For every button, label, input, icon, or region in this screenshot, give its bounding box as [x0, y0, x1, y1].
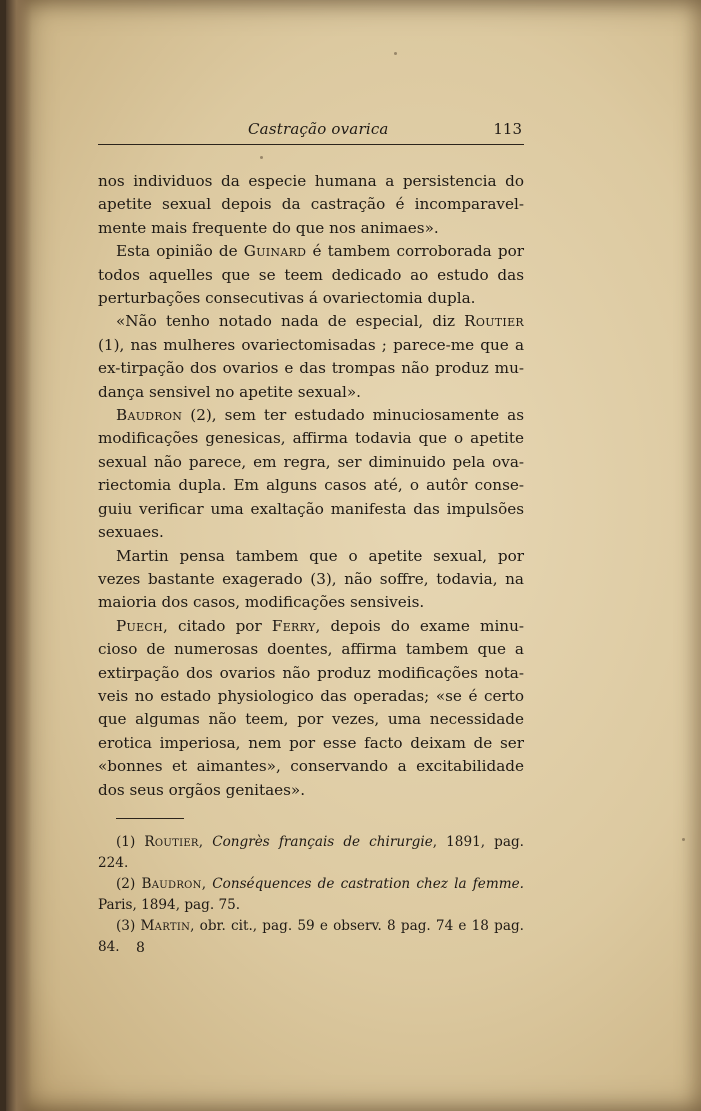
paragraph [98, 310, 524, 404]
footnote-author: Routier [144, 834, 199, 850]
author-name: Puech [116, 616, 164, 635]
footnote-text: , 1891, pag. 224. [98, 834, 524, 871]
paper-speck [260, 156, 263, 159]
footnote-number: (1) [116, 834, 145, 850]
paragraph-text: é tambem corroborada por todos aquelles que se teem dedicado ao estudo das perturbações consecutivas á ovariectomia dupla. [98, 242, 524, 308]
page-number: 113 [493, 120, 522, 138]
author-name: Ferry [271, 616, 316, 635]
footnote-text: , [198, 834, 213, 850]
paragraph [98, 240, 524, 310]
footnote-number: (2) [116, 876, 142, 892]
footnote [98, 916, 524, 958]
running-header [98, 118, 524, 145]
footnote-number: (3) [116, 918, 141, 934]
main-text [98, 170, 524, 802]
footnote-work-title: Congrès français de chirurgie [212, 834, 433, 850]
footnote-author: Baudron [141, 876, 202, 892]
footnote [98, 874, 524, 916]
paragraph-text: «Não tenho notado nada de especial, diz [116, 312, 465, 331]
footnote-text: , [201, 876, 213, 892]
footnote-text: Paris, 1894, pag. 75. [98, 897, 241, 913]
author-name: Guinard [243, 242, 307, 261]
paragraph [98, 404, 524, 544]
paragraph-text: (2), sem ter estudado minuciosamente as modificações genesicas, affirma todavia que o apetite sexual não parece, em regra, ser diminuido pela ova-riectomia dupla. Em alguns casos até, o autôr conse-guiu verificar uma exaltação manifesta das impulsões sexuaes. [98, 406, 524, 542]
paragraph-text: Esta opinião de [116, 242, 244, 261]
footnote-work-title: Conséquences de castration chez la femme. [212, 876, 524, 892]
footnote-divider [116, 818, 184, 819]
footnote [98, 832, 524, 874]
paragraph [98, 545, 524, 615]
footnotes [98, 832, 524, 958]
paragraph [98, 170, 524, 240]
paper-speck [394, 52, 397, 55]
author-name: Baudron [116, 406, 183, 425]
paragraph-text: (1), nas mulheres ovariectomisadas ; parece-me que a ex-tirpação dos ovarios e das trompas não produz mu-dança sensivel no apetite sexual». [98, 335, 524, 401]
book-spine-shadow [6, 0, 32, 1111]
paper-speck [682, 838, 685, 841]
paragraph [98, 615, 524, 802]
signature-mark: 8 [136, 940, 145, 956]
paragraph-text: Martin pensa tambem que o apetite sexual, por vezes bastante exagerado (3), não soffre, todavia, na maioria dos casos, modificações sensiveis. [98, 546, 524, 612]
paragraph-text: nos individuos da especie humana a persistencia do apetite sexual depois da castração é incomparavel-mente mais frequente do que nos animaes». [98, 172, 524, 237]
footnote-text: , obr. cit., pag. 59 e observ. 8 pag. 74 e 18 pag. 84. [98, 918, 524, 955]
running-title: Castração ovarica [248, 120, 389, 138]
paragraph-text: , citado por [163, 616, 272, 635]
paragraph-text: , depois do exame minu-cioso de numerosas doentes, affirma tambem que a extirpação dos ovarios não produz modificações nota-veis no estado physiologico das operadas; «se é certo que algumas não teem, por vezes, uma necessidade erotica imperiosa, nem por esse facto deixam de ser «bonnes et aimantes», conservando a excitabilidade dos seus orgãos genitaes». [98, 616, 525, 799]
footnote-author: Martin [140, 918, 191, 934]
author-name: Routier [464, 312, 524, 331]
